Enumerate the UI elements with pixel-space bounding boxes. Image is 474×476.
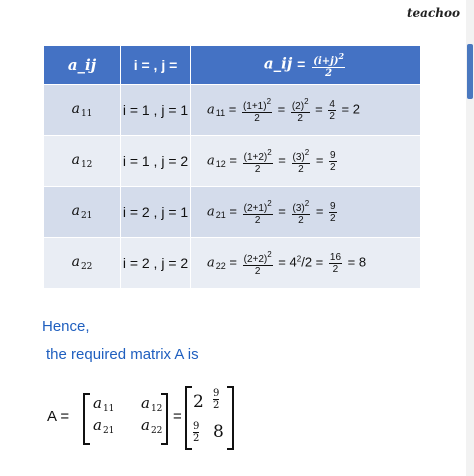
- row-label: $a_{21}$: [44, 187, 121, 238]
- scrollbar[interactable]: [466, 0, 474, 476]
- table-row: [44, 238, 421, 289]
- matrix-lhs: A =: [47, 408, 70, 425]
- header-formula: a_ij = $\frac{(i+j)^2}{2}$: [191, 46, 421, 85]
- scrollbar-thumb[interactable]: [467, 44, 473, 99]
- required-matrix-text: the required matrix A is: [46, 346, 199, 363]
- matrix-value-22: 8: [213, 422, 224, 442]
- row-label: $a_{12}$: [44, 136, 121, 187]
- matrix-value-12: 9 2: [213, 388, 220, 411]
- teachoo-logo: teachoo: [407, 6, 460, 20]
- header-ij: [121, 46, 191, 85]
- row-result: 2: [352, 101, 360, 117]
- matrix-value-11: 2: [193, 392, 204, 412]
- row-condition: i = 2 , j = 1: [121, 187, 191, 238]
- table-row: [44, 187, 421, 238]
- header-formula-fraction: $\frac{(i+j)^2}{2}$: [313, 51, 345, 79]
- hence-text: Hence,: [42, 318, 90, 335]
- row-formula: $a_{11}$ = $\frac{(1+1)^2}{2}$ = $\frac{(2)^2}{2}$ = $\frac{4}{2}$ = 2: [191, 85, 421, 136]
- header-aij: [44, 46, 121, 85]
- header-formula-lhs: a_ij: [263, 54, 293, 73]
- row-condition: i = 1 , j = 1: [121, 85, 191, 136]
- row-condition: i = 1 , j = 2: [121, 136, 191, 187]
- left-bracket: [83, 393, 90, 445]
- table-row: [44, 136, 421, 187]
- matrix-a12: $a_{12}$: [141, 394, 163, 414]
- row-formula: $a_{12}$ = $\frac{(1+2)^2}{2}$ = $\frac{(3)^2}{2}$ = $\frac{9}{2}$: [191, 136, 421, 187]
- matrix-a11: $a_{11}$: [93, 394, 115, 414]
- matrix-equation: [47, 388, 287, 448]
- header-aij-text: a_ij: [67, 56, 97, 74]
- matrix-a22: $a_{22}$: [141, 416, 163, 436]
- row-condition: i = 2 , j = 2: [121, 238, 191, 289]
- element-table: [43, 45, 421, 289]
- row-formula: $a_{22}$ = $\frac{(2+2)^2}{2}$ = $4^2/2$ = $\frac{16}{2}$ = 8: [191, 238, 421, 289]
- row-formula: $a_{21}$ = $\frac{(2+1)^2}{2}$ = $\frac{(3)^2}{2}$ = $\frac{9}{2}$: [191, 187, 421, 238]
- matrix-value-21: 9 2: [193, 421, 200, 444]
- table-row: [44, 85, 421, 136]
- left-bracket: [185, 386, 192, 450]
- matrix-a21: $a_{21}$: [93, 416, 115, 436]
- row-label: $a_{22}$: [44, 238, 121, 289]
- table-header-row: [44, 46, 421, 85]
- right-bracket: [227, 386, 234, 450]
- matrix-equals: =: [173, 408, 182, 425]
- row-label: $a_{11}$: [44, 85, 121, 136]
- header-ij-text: i = , j =: [133, 57, 178, 73]
- row-result: 8: [358, 254, 367, 270]
- right-bracket: [161, 393, 168, 445]
